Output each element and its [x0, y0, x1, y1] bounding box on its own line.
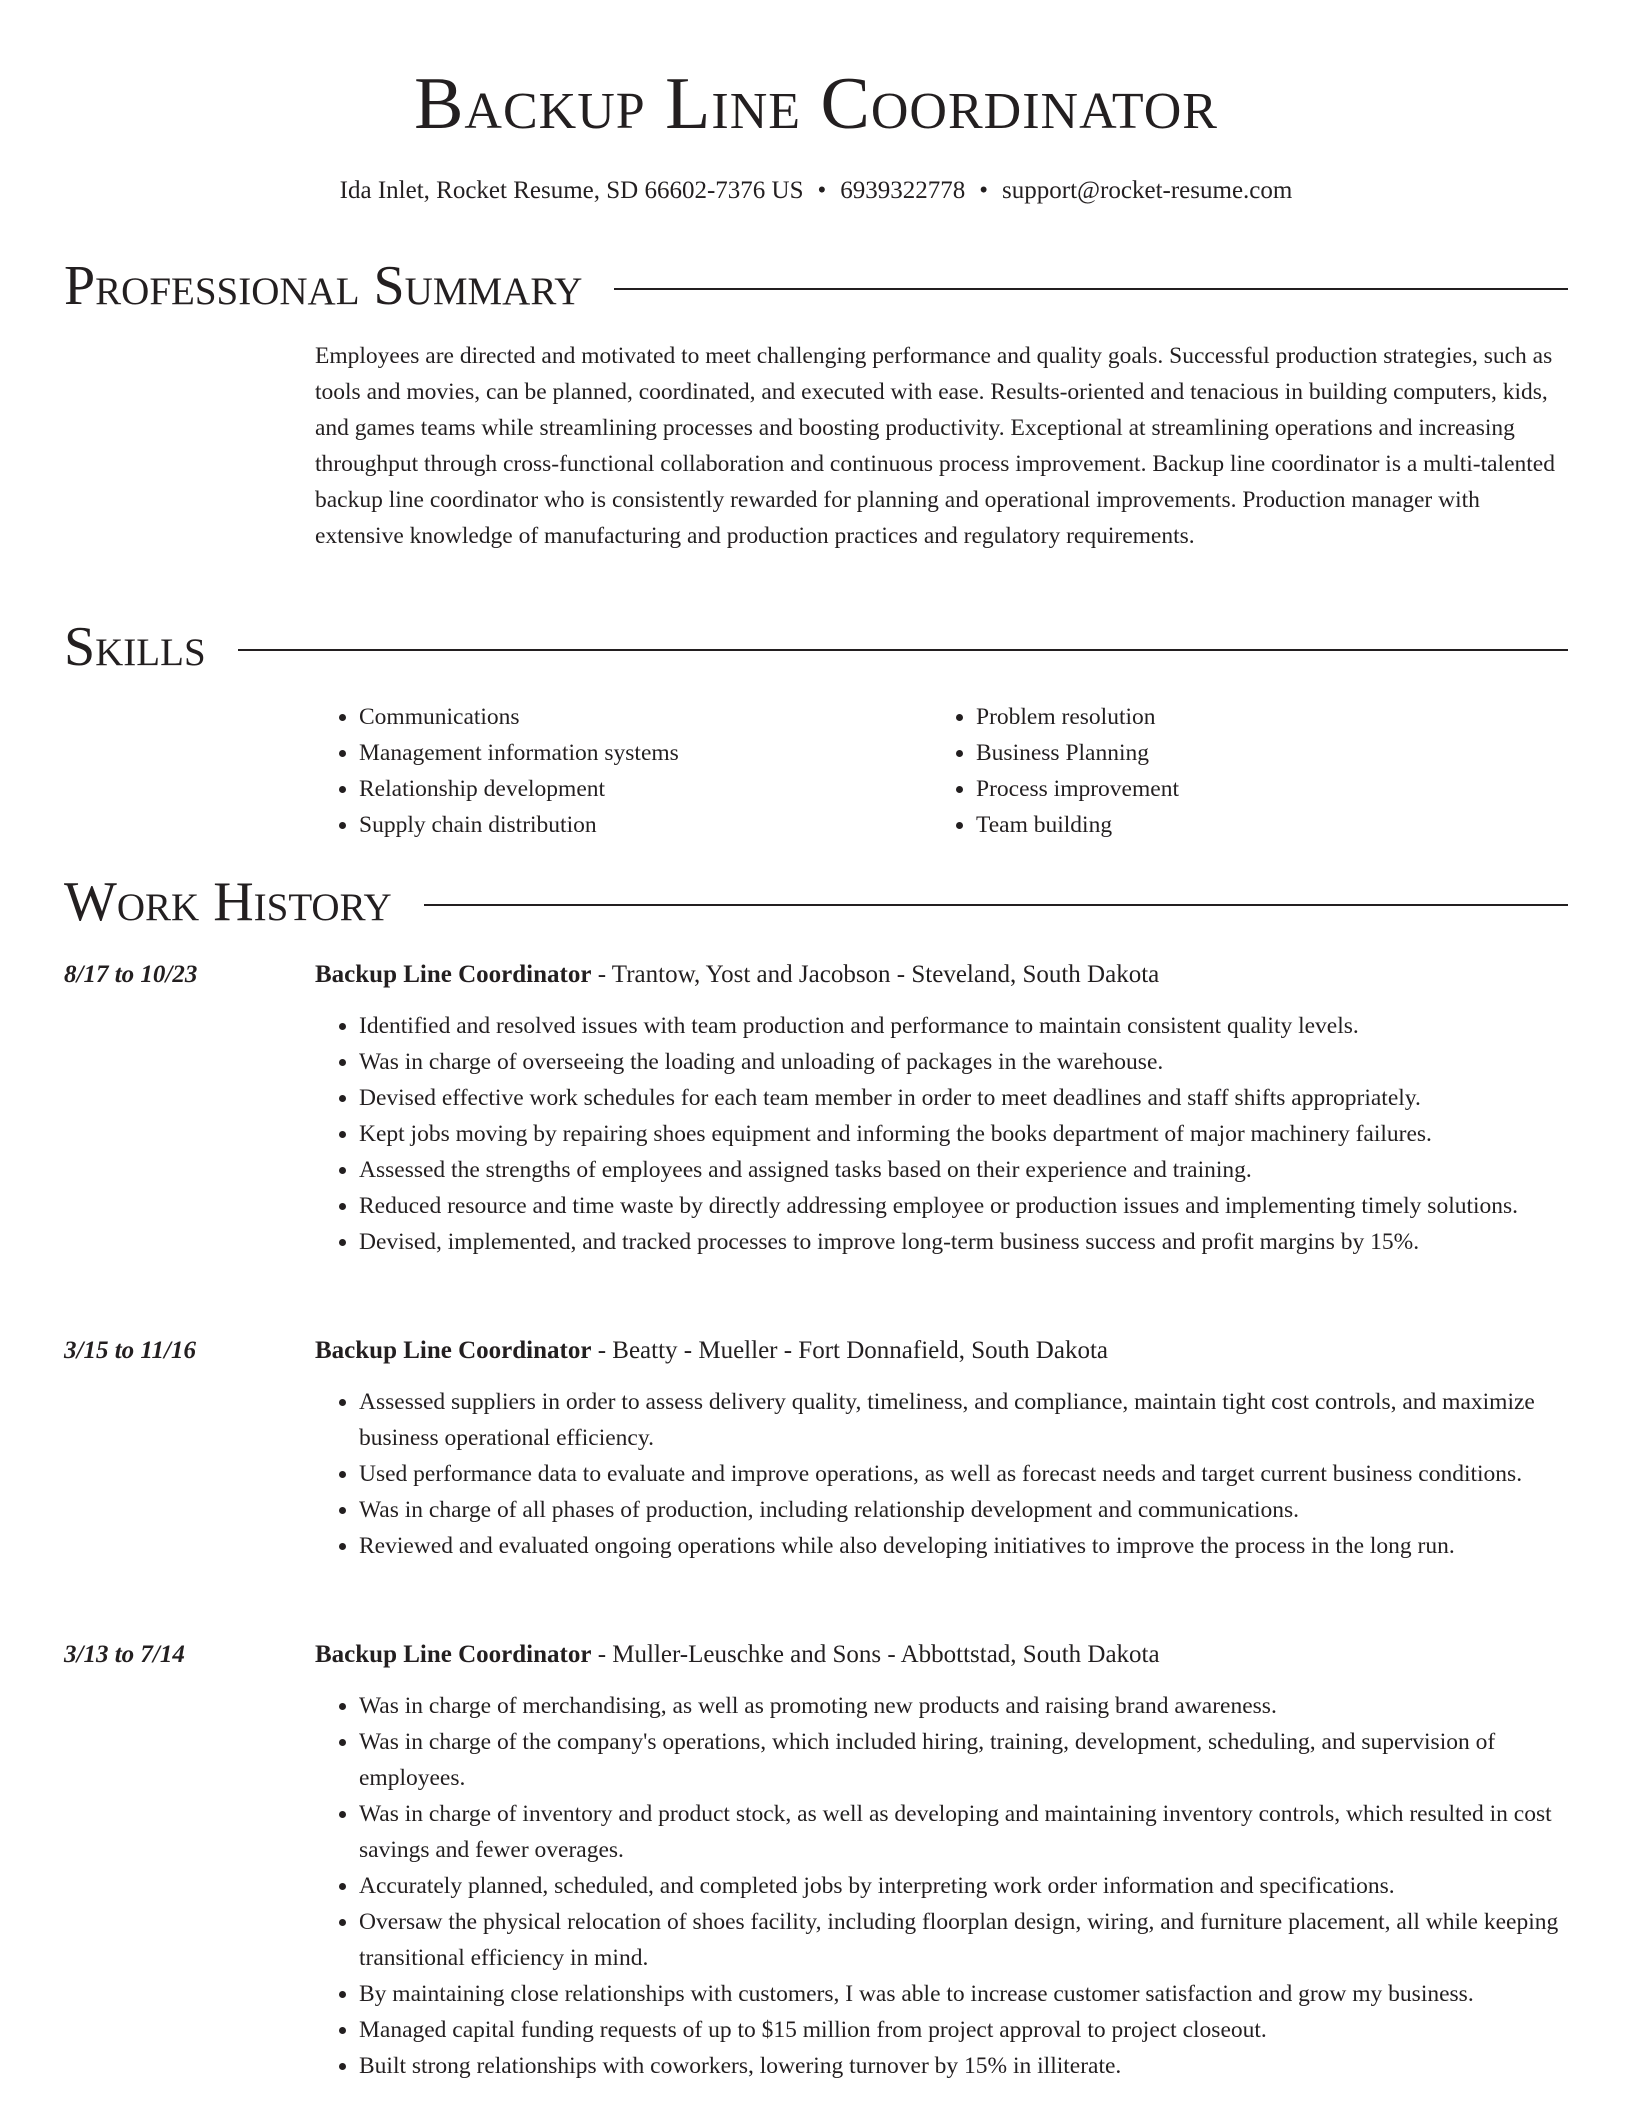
skill-item: • Relationship development: [359, 771, 915, 807]
skill-item: • Management information systems: [359, 735, 915, 771]
skills-heading: Skills: [64, 616, 206, 678]
duty-item: • Devised, implemented, and tracked processes to improve long-term business success and profit margins by 15%.: [359, 1224, 1568, 1260]
skill-item: • Business Planning: [976, 735, 1532, 771]
summary-text: Employees are directed and motivated to meet challenging performance and quality goals. Successful production strategies, such as tools and movies, can be planned, coordinated, and executed with ease. Results-oriented and tenacious in building computers, kids, and games teams while streamlining processes and boosting productivity. Exceptional at streamlining operations and increasing throughput through cross-functional collaboration and continuous process improvement. Backup line coordinator is a multi-talented backup line coordinator who is consistently rewarded for planning and operational improvements. Production manager with extensive knowledge of manufacturing and production practices and regulatory requirements.: [315, 343, 1555, 549]
job-dates: 8/17 to 10/23: [64, 961, 198, 988]
duty-item: • Used performance data to evaluate and improve operations, as well as forecast needs and target current business conditions.: [359, 1456, 1568, 1492]
duty-item: • Was in charge of merchandising, as well as promoting new products and raising brand awareness.: [359, 1688, 1568, 1724]
duty-item: • Accurately planned, scheduled, and completed jobs by interpreting work order information and specifications.: [359, 1868, 1568, 1904]
section-divider: [614, 288, 1568, 290]
duty-item: • Was in charge of overseeing the loading and unloading of packages in the warehouse.: [359, 1044, 1568, 1080]
skills-column-right: [932, 699, 1532, 843]
duty-item: • Managed capital funding requests of up to $15 million from project approval to project closeout.: [359, 2012, 1568, 2048]
skills-list-right: [932, 699, 1532, 843]
duty-item: • Reduced resource and time waste by directly addressing employee or production issues and implementing timely solutions.: [359, 1188, 1568, 1224]
job-title-line: [315, 1637, 1568, 1673]
skill-item: • Problem resolution: [976, 699, 1532, 735]
skills-section-heading: [64, 617, 1568, 677]
skill-item: • Process improvement: [976, 771, 1532, 807]
job-duties-list: [315, 1384, 1568, 1564]
job-company-location: - Muller-Leuschke and Sons - Abbottstad, South Dakota: [591, 1641, 1160, 1668]
job-duties-list: [315, 1008, 1568, 1260]
duty-item: • Built strong relationships with coworkers, lowering turnover by 15% in illiterate.: [359, 2048, 1568, 2084]
contact-separator: •: [979, 177, 989, 204]
summary-heading: Professional Summary: [64, 255, 583, 317]
job-duties-list: [315, 1688, 1568, 2084]
contact-address: Ida Inlet, Rocket Resume, SD 66602-7376 US: [339, 177, 804, 204]
job-company-location: - Trantow, Yost and Jacobson - Steveland, South Dakota: [591, 961, 1160, 988]
job-role: Backup Line Coordinator: [315, 961, 592, 988]
job-role: Backup Line Coordinator: [315, 1641, 592, 1668]
contact-line: [0, 174, 1632, 208]
skill-item: • Team building: [976, 807, 1532, 843]
duty-item: • Reviewed and evaluated ongoing operations while also developing initiatives to improve the process in the long run.: [359, 1528, 1568, 1564]
work-history-heading: Work History: [64, 871, 392, 933]
section-divider: [238, 649, 1568, 651]
candidate-name: Backup Line Coordinator: [414, 63, 1218, 145]
skill-item: • Supply chain distribution: [359, 807, 915, 843]
duty-item: • Assessed suppliers in order to assess delivery quality, timeliness, and compliance, maintain tight cost controls, and maximize business operational efficiency.: [359, 1384, 1568, 1456]
contact-email: support@rocket-resume.com: [1002, 177, 1293, 204]
job-company-location: - Beatty - Mueller - Fort Donnafield, South Dakota: [591, 1337, 1108, 1364]
duty-item: • Was in charge of all phases of production, including relationship development and communications.: [359, 1492, 1568, 1528]
job-title-line: [315, 1333, 1568, 1369]
contact-phone: 6939322778: [840, 177, 966, 204]
duty-item: • Devised effective work schedules for each team member in order to meet deadlines and staff shifts appropriately.: [359, 1080, 1568, 1116]
duty-item: • Oversaw the physical relocation of shoes facility, including floorplan design, wiring, and furniture placement, all while keeping transitional efficiency in mind.: [359, 1904, 1568, 1976]
job-title-line: [315, 957, 1568, 993]
summary-section-heading: [64, 256, 1568, 316]
skills-list-left: [315, 699, 915, 843]
duty-item: • Assessed the strengths of employees and assigned tasks based on their experience and training.: [359, 1152, 1568, 1188]
duty-item: • Identified and resolved issues with team production and performance to maintain consistent quality levels.: [359, 1008, 1568, 1044]
duty-item: • Kept jobs moving by repairing shoes equipment and informing the books department of major machinery failures.: [359, 1116, 1568, 1152]
job-dates: 3/15 to 11/16: [64, 1337, 196, 1364]
duty-item: • Was in charge of the company's operations, which included hiring, training, development, scheduling, and supervision of employees.: [359, 1724, 1568, 1796]
job-dates: 3/13 to 7/14: [64, 1641, 185, 1668]
work-history-section-heading: [64, 872, 1568, 932]
duty-item: • By maintaining close relationships with customers, I was able to increase customer satisfaction and grow my business.: [359, 1976, 1568, 2012]
duty-item: • Was in charge of inventory and product stock, as well as developing and maintaining inventory controls, which resulted in cost savings and fewer overages.: [359, 1796, 1568, 1868]
skill-item: • Communications: [359, 699, 915, 735]
section-divider: [424, 904, 1568, 906]
contact-separator: •: [817, 177, 827, 204]
skills-column-left: [315, 699, 915, 843]
job-role: Backup Line Coordinator: [315, 1337, 592, 1364]
